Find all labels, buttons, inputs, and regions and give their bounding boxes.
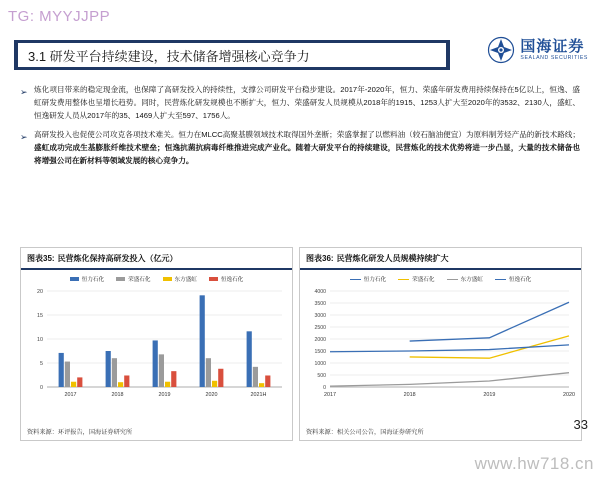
svg-text:2019: 2019 (158, 392, 171, 398)
sealand-logo-icon (487, 36, 515, 64)
legend-item (163, 275, 197, 283)
chart-header (300, 248, 581, 270)
legend-item (116, 275, 150, 283)
legend-label: 恒逸石化 (220, 277, 244, 283)
legend-item (495, 275, 531, 283)
svg-text:4000: 4000 (314, 289, 326, 296)
legend-swatch-icon (116, 277, 125, 281)
svg-text:2000: 2000 (314, 337, 326, 344)
chart-header (21, 248, 292, 270)
legend-line-icon (495, 279, 506, 280)
company-logo (487, 36, 588, 64)
svg-text:2021H: 2021H (250, 392, 267, 398)
bottom-watermark: www.hw718.cn (474, 454, 594, 473)
figure-title: 民营炼化研发人员规模持续扩大 (336, 253, 449, 263)
legend-swatch-icon (163, 277, 172, 281)
svg-text:3500: 3500 (314, 301, 326, 308)
svg-text:2019: 2019 (483, 392, 496, 398)
figure-number: 图表36: (306, 253, 334, 263)
svg-text:0: 0 (323, 385, 326, 392)
svg-text:1500: 1500 (314, 349, 326, 356)
legend-swatch-icon (70, 277, 79, 281)
page-number: 33 (573, 417, 588, 432)
legend-label: 荣盛石化 (128, 277, 151, 283)
legend-swatch-icon (209, 277, 218, 281)
svg-text:500: 500 (317, 373, 326, 380)
svg-text:2017: 2017 (64, 392, 77, 398)
bullet-marker-icon: ➢ (20, 132, 28, 143)
bar-chart-area (21, 270, 292, 418)
chart-source: 资料来源：环评报告，国海证券研究所 (27, 429, 133, 436)
top-watermark: TG: MYYJJPP (8, 8, 111, 25)
bullet-run: 恒力在MLCC高聚基膜领域技术取得国外垄断；荣盛掌握了以燃料油（较石脑油便宜）为原料制芳烃产品的新技术路线； (178, 130, 580, 140)
legend-item (447, 275, 483, 283)
legend-line-icon (398, 279, 409, 280)
figure-number: 图表35: (27, 253, 55, 263)
svg-text:2020: 2020 (563, 392, 575, 398)
line-plot (300, 285, 581, 403)
svg-text:2018: 2018 (111, 392, 124, 398)
legend-item (70, 275, 104, 283)
svg-text:1000: 1000 (314, 361, 326, 368)
legend-line-icon (447, 279, 458, 280)
legend-label: 恒力石化 (81, 277, 105, 283)
bullet-run: 高研发投入也促使公司攻克各项技术难关。 (34, 130, 179, 140)
svg-text:20: 20 (37, 289, 43, 296)
chart-panel-line (299, 247, 582, 441)
legend-label: 荣盛石化 (412, 277, 435, 283)
logo-text (520, 39, 588, 61)
line-chart-area (300, 270, 581, 418)
slide-title-inner (18, 43, 446, 67)
chart-source: 资料来源：相关公司公告，国海证券研究所 (306, 429, 424, 436)
bullet-item (20, 84, 580, 122)
bullet-text (34, 84, 580, 122)
svg-text:2018: 2018 (403, 392, 416, 398)
legend-item (350, 275, 386, 283)
svg-text:10: 10 (37, 337, 43, 344)
legend-item (209, 275, 243, 283)
slide-title-bar (14, 40, 450, 70)
bullet-item (20, 129, 580, 167)
svg-text:5: 5 (40, 361, 43, 368)
bullet-text (34, 129, 580, 167)
legend-label: 恒逸石化 (508, 277, 532, 283)
bar-plot (21, 285, 292, 403)
legend-label: 恒力石化 (363, 277, 387, 283)
body-content (20, 84, 580, 175)
legend-line-icon (350, 279, 361, 280)
svg-text:2500: 2500 (314, 325, 326, 332)
bullet-run-bold: 盛虹成功完成生基膨胀纤维技术壁垒；恒逸抗菌抗病毒纤维推进完成产业化。随着大研发平台的持续建设，民营炼化的技术优势将进一步凸显，大量的技术储备也将增强公司在新材料等领域发展的核心竞争力。 (34, 143, 580, 165)
legend-label: 东方盛虹 (460, 277, 483, 283)
page-title: 3.1 研发平台持续建设，技术储备增强核心竞争力 (28, 48, 310, 64)
svg-text:2017: 2017 (324, 392, 336, 398)
legend-item (398, 275, 434, 283)
chart-panel-bar (20, 247, 293, 441)
legend-label: 东方盛虹 (174, 277, 197, 283)
figure-title: 民营炼化保持高研发投入（亿元） (57, 253, 178, 263)
svg-text:0: 0 (40, 385, 43, 392)
logo-name-cn: 国海证券 (520, 37, 585, 55)
svg-text:15: 15 (37, 313, 43, 320)
svg-text:3000: 3000 (314, 313, 326, 320)
bullet-marker-icon: ➢ (20, 87, 28, 97)
chart-legend (300, 270, 581, 283)
chart-legend (21, 270, 292, 283)
svg-text:2020: 2020 (205, 392, 218, 398)
logo-name-en: SEALAND SECURITIES (520, 54, 588, 61)
bullet-run: 炼化项目带来的稳定现金流，也保障了高研发投入的持续性，支撑公司研发平台稳步建设。2017年-2020年，恒力、荣盛年研发费用持续保持在5亿以上，恒逸、盛虹研发费用整体也呈增长趋势。同时，民营炼化研发规模也不断扩大，恒力、荣盛研发人员规模从2018年的1915、1253人扩大至2020年的3532、2130人，盛虹、恒逸研发人员从2017年的35、1469人扩大至597、1756人。 (34, 85, 580, 120)
